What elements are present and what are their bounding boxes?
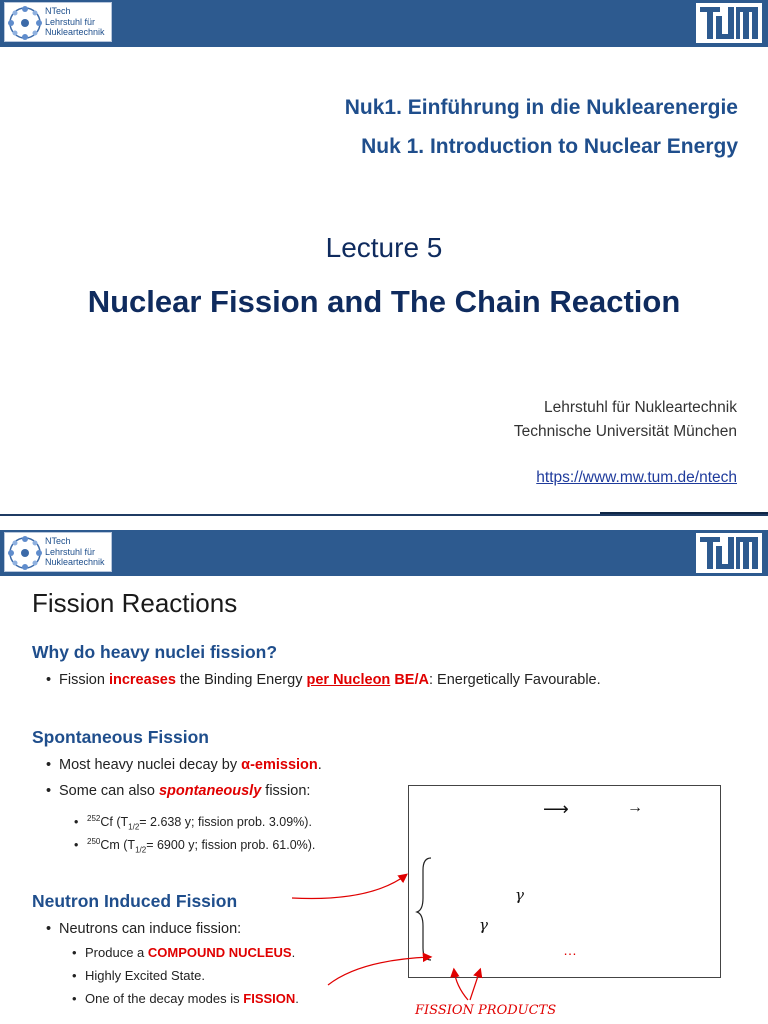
half-life-subscript: 1/2: [128, 822, 140, 832]
slide-gap: [0, 516, 768, 530]
lecture-title: Nuclear Fission and The Chain Reaction: [87, 284, 681, 319]
emphasis-be-a: BE/A: [394, 672, 429, 688]
bullet-dot: •: [72, 945, 77, 960]
text: Some can also: [59, 783, 159, 799]
logo-line3: Nukleartechnik: [45, 27, 105, 37]
emphasis-fission: FISSION: [243, 991, 296, 1006]
text: Produce a: [85, 945, 148, 960]
bullet-dot: •: [72, 991, 77, 1006]
emphasis-compound-nucleus: COMPOUND NUCLEUS: [147, 945, 292, 960]
bullet-dot: •: [46, 921, 52, 937]
ntech-logo: [4, 2, 112, 42]
text: Most heavy nuclei decay by: [59, 757, 242, 773]
text: .: [317, 757, 322, 773]
text: Cf (T: [100, 815, 129, 830]
emphasis-spontaneously: spontaneously: [158, 783, 262, 799]
text: = 2.638 y; fission prob. 3.09%).: [139, 815, 312, 830]
half-life-subscript: 1/2: [135, 845, 147, 855]
text: Neutrons can induce fission:: [59, 921, 242, 937]
text: the Binding Energy: [175, 672, 307, 688]
course-title-de: Nuk1. Einführung in die Nuklearenergie: [344, 96, 738, 119]
text: .: [295, 991, 299, 1006]
logo-text: [45, 6, 105, 38]
text: One of the decay modes is: [85, 991, 244, 1006]
text: Highly Excited State.: [85, 968, 205, 983]
atom-logo-icon: [7, 5, 43, 41]
text: : Energetically Favourable.: [428, 672, 601, 688]
arrow-to-compound-icon: [328, 957, 430, 985]
fission-products-label: FISSION PRODUCTS: [415, 1003, 557, 1018]
gamma-symbol-2: γ: [479, 916, 488, 934]
arrow-product2-icon: [470, 970, 480, 1000]
logo-line2: Lehrstuhl für: [45, 16, 96, 27]
bullet-dot: •: [74, 815, 79, 830]
why-heading: Why do heavy nuclei fission?: [32, 642, 278, 662]
course-title-en: Nuk 1. Introduction to Nuclear Energy: [361, 135, 738, 158]
text: = 6900 y; fission prob. 61.0%).: [146, 838, 316, 853]
website-link[interactable]: https://www.mw.tum.de/ntech: [536, 469, 737, 486]
bullet-dot: •: [72, 968, 77, 983]
institute-line2: Technische Universität München: [513, 423, 737, 440]
mass-number: 252: [87, 814, 101, 823]
institute-line1: Lehrstuhl für Nukleartechnik: [544, 399, 737, 416]
slide-fission-reactions: [0, 530, 768, 1024]
logo-line3: Nukleartechnik: [45, 557, 105, 567]
bullet-dot: •: [46, 757, 52, 773]
logo-line1: NTech: [45, 536, 71, 546]
header-banner: [0, 0, 768, 47]
short-arrow-icon: →: [627, 799, 643, 816]
bullet-dot: •: [46, 672, 52, 688]
slide-title: Fission Reactions: [32, 588, 238, 618]
gamma-symbol-1: γ: [515, 886, 524, 904]
text: Cm (T: [100, 838, 136, 853]
logo-line2: Lehrstuhl für: [45, 546, 96, 557]
arrow-to-brace-icon: [292, 875, 406, 899]
arrow-product1-icon: [454, 970, 468, 1000]
bullet-dot: •: [46, 783, 52, 799]
annotation-arrows: [0, 530, 768, 1024]
emphasis-per-nucleon: per Nucleon: [306, 672, 391, 688]
logo-line1: NTech: [45, 6, 71, 16]
lecture-number: Lecture 5: [325, 232, 443, 263]
bullet-dot: •: [74, 838, 79, 853]
mass-number: 250: [87, 837, 101, 846]
spontaneous-heading: Spontaneous Fission: [32, 727, 209, 747]
neutron-induced-heading: Neutron Induced Fission: [32, 891, 238, 911]
emphasis-alpha-emission: α-emission: [241, 757, 318, 773]
text: .: [291, 945, 296, 960]
text: fission:: [261, 783, 311, 799]
long-arrow-icon: ⟶: [543, 799, 569, 819]
text: Fission: [59, 672, 109, 688]
ellipsis-red: …: [563, 942, 577, 958]
emphasis-increases: increases: [108, 672, 176, 688]
tum-logo-icon: [696, 3, 762, 43]
